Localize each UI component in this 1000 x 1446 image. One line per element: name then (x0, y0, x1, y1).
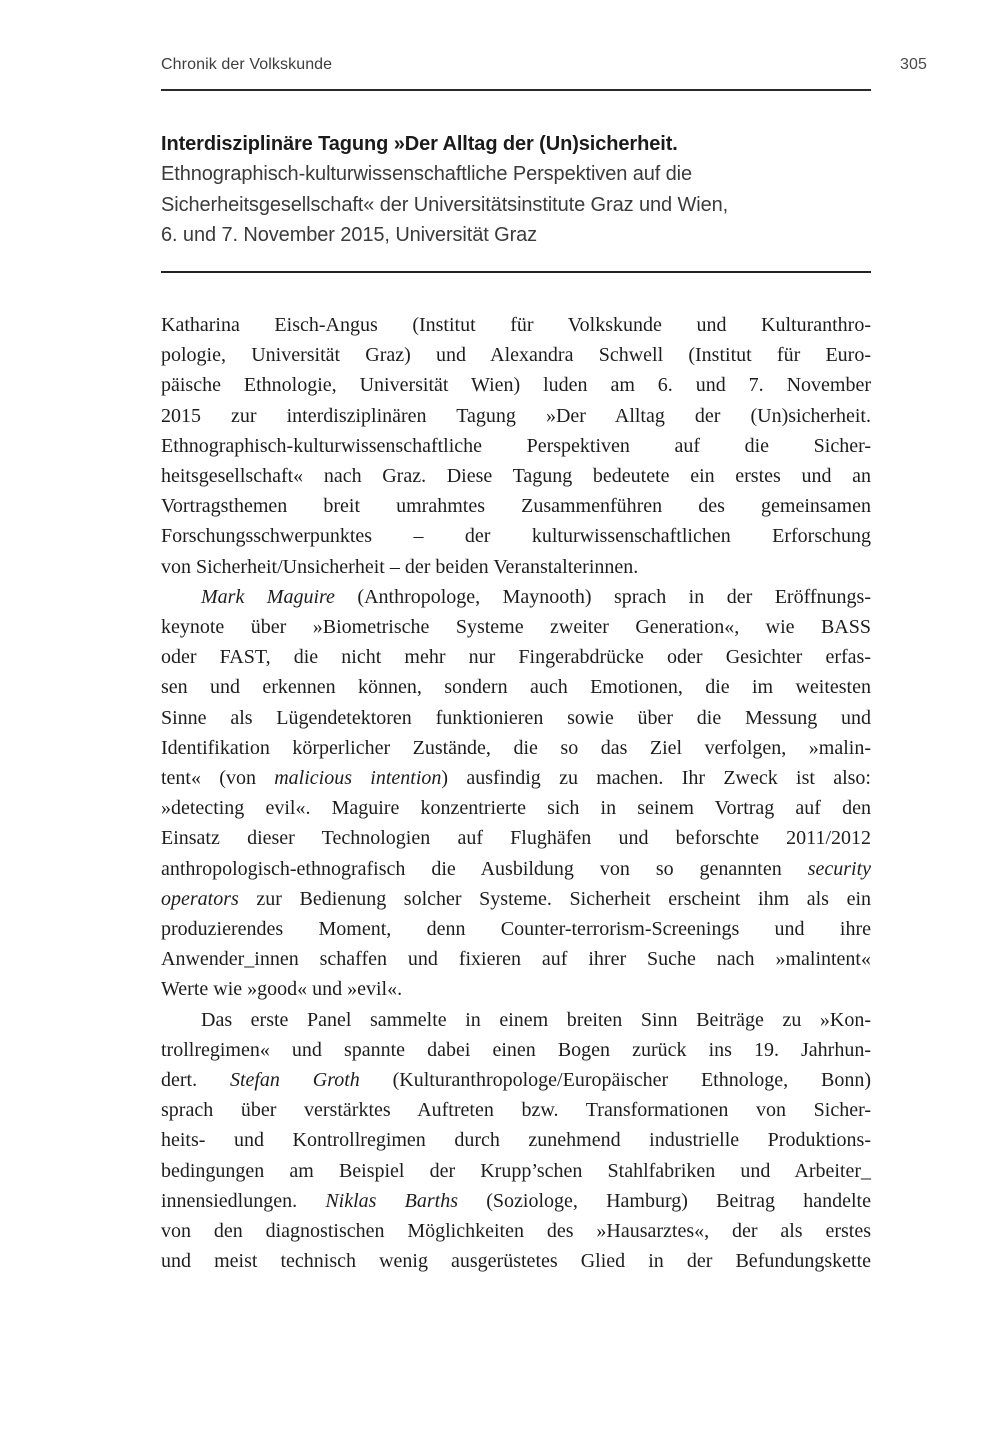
text-line: Vortragsthemen breit umrahmtes Zusammenführen des gemeinsamen (161, 495, 871, 518)
text-line: anthropologisch-ethnografisch die Ausbildung von so genannten security (161, 857, 871, 880)
text-line: keynote über »Biometrische Systeme zweiter Generation«, wie BASS (161, 616, 871, 639)
text-line: Identifikation körperlicher Zustände, die so das Ziel verfolgen, »malin- (161, 736, 871, 759)
text-line: bedingungen am Beispiel der Krupp’schen Stahlfabriken und Arbeiter_ (161, 1159, 871, 1182)
text-line: sen und erkennen können, sondern auch Emotionen, die im weitesten (161, 676, 871, 699)
text-line: Forschungsschwerpunktes – der kulturwissenschaftlichen Erforschung (161, 525, 871, 548)
article-title (161, 129, 871, 251)
paragraph (161, 310, 871, 582)
text-line: heits- und Kontrollregimen durch zunehmend industrielle Produktions- (161, 1129, 871, 1152)
running-header (161, 54, 927, 76)
text-line: pologie, Universität Graz) und Alexandra Schwell (Institut für Euro- (161, 344, 871, 367)
text-line: Sinne als Lügendetektoren funktionieren sowie über die Messung und (161, 706, 871, 729)
text-line: sprach über verstärktes Auftreten bzw. Transformationen von Sicher- (161, 1099, 871, 1122)
text-line: trollregimen« und spannte dabei einen Bogen zurück ins 19. Jahrhun- (161, 1038, 871, 1061)
text-line: oder FAST, die nicht mehr nur Fingerabdrücke oder Gesichter erfas- (161, 646, 871, 669)
article-title-line-4: 6. und 7. November 2015, Universität Graz (161, 224, 538, 247)
text-line: von den diagnostischen Möglichkeiten des »Hausarztes«, der als erstes (161, 1220, 871, 1243)
text-line: und meist technisch wenig ausgerüstetes Glied in der Befundungskette (161, 1250, 871, 1273)
text-line: Einsatz dieser Technologien auf Flughäfen und beforschte 2011/2012 (161, 827, 871, 850)
text-line: Anwender_innen schaffen und fixieren auf ihrer Suche nach »malintent« (161, 948, 871, 971)
text-line: Das erste Panel sammelte in einem breiten Sinn Beiträge zu »Kon- (201, 1008, 871, 1031)
text-line: Katharina Eisch-Angus (Institut für Volkskunde und Kulturanthro- (161, 314, 871, 336)
text-line: Werte wie »good« und »evil«. (161, 978, 403, 1001)
article-title-line-2: Ethnographisch-kulturwissenschaftliche Perspektiven auf die (161, 163, 693, 186)
title-rule (161, 271, 871, 273)
article-title-line-1: Interdisziplinäre Tagung »Der Alltag der (Un)sicherheit. (161, 133, 678, 155)
article-title-line-3: Sicherheitsgesellschaft« der Universitätsinstitute Graz und Wien, (161, 193, 729, 216)
text-line: tent« (von malicious intention) ausfindig zu machen. Ihr Zweck ist also: (161, 767, 871, 790)
text-line: 2015 zur interdisziplinären Tagung »Der Alltag der (Un)sicherheit. (161, 404, 871, 427)
text-line: operators zur Bedienung solcher Systeme. Sicherheit erscheint ihm als ein (161, 887, 871, 910)
text-line: Ethnographisch-kulturwissenschaftliche Perspektiven auf die Sicher- (161, 434, 871, 457)
text-line: päische Ethnologie, Universität Wien) luden am 6. und 7. November (161, 374, 871, 397)
text-line: Mark Maguire (Anthropologe, Maynooth) sprach in der Eröffnungs- (201, 585, 871, 608)
page-number: 305 (900, 56, 927, 73)
article-body (161, 310, 871, 1277)
text-line: dert. Stefan Groth (Kulturanthropologe/Europäischer Ethnologe, Bonn) (161, 1069, 872, 1092)
paragraph (161, 582, 871, 1005)
text-line: innensiedlungen. Niklas Barths (Soziologe, Hamburg) Beitrag handelte (161, 1189, 871, 1212)
text-line: von Sicherheit/Unsicherheit – der beiden Veranstalterinnen. (161, 555, 639, 578)
text-line: »detecting evil«. Maguire konzentrierte sich in seinem Vortrag auf den (161, 797, 871, 820)
running-header-title: Chronik der Volkskunde (161, 56, 333, 73)
text-line: heitsgesellschaft« nach Graz. Diese Tagung bedeutete ein erstes und an (161, 465, 871, 488)
header-rule (161, 89, 871, 91)
paragraph (161, 1005, 871, 1277)
text-line: produzierendes Moment, denn Counter-terrorism-Screenings und ihre (161, 918, 871, 941)
